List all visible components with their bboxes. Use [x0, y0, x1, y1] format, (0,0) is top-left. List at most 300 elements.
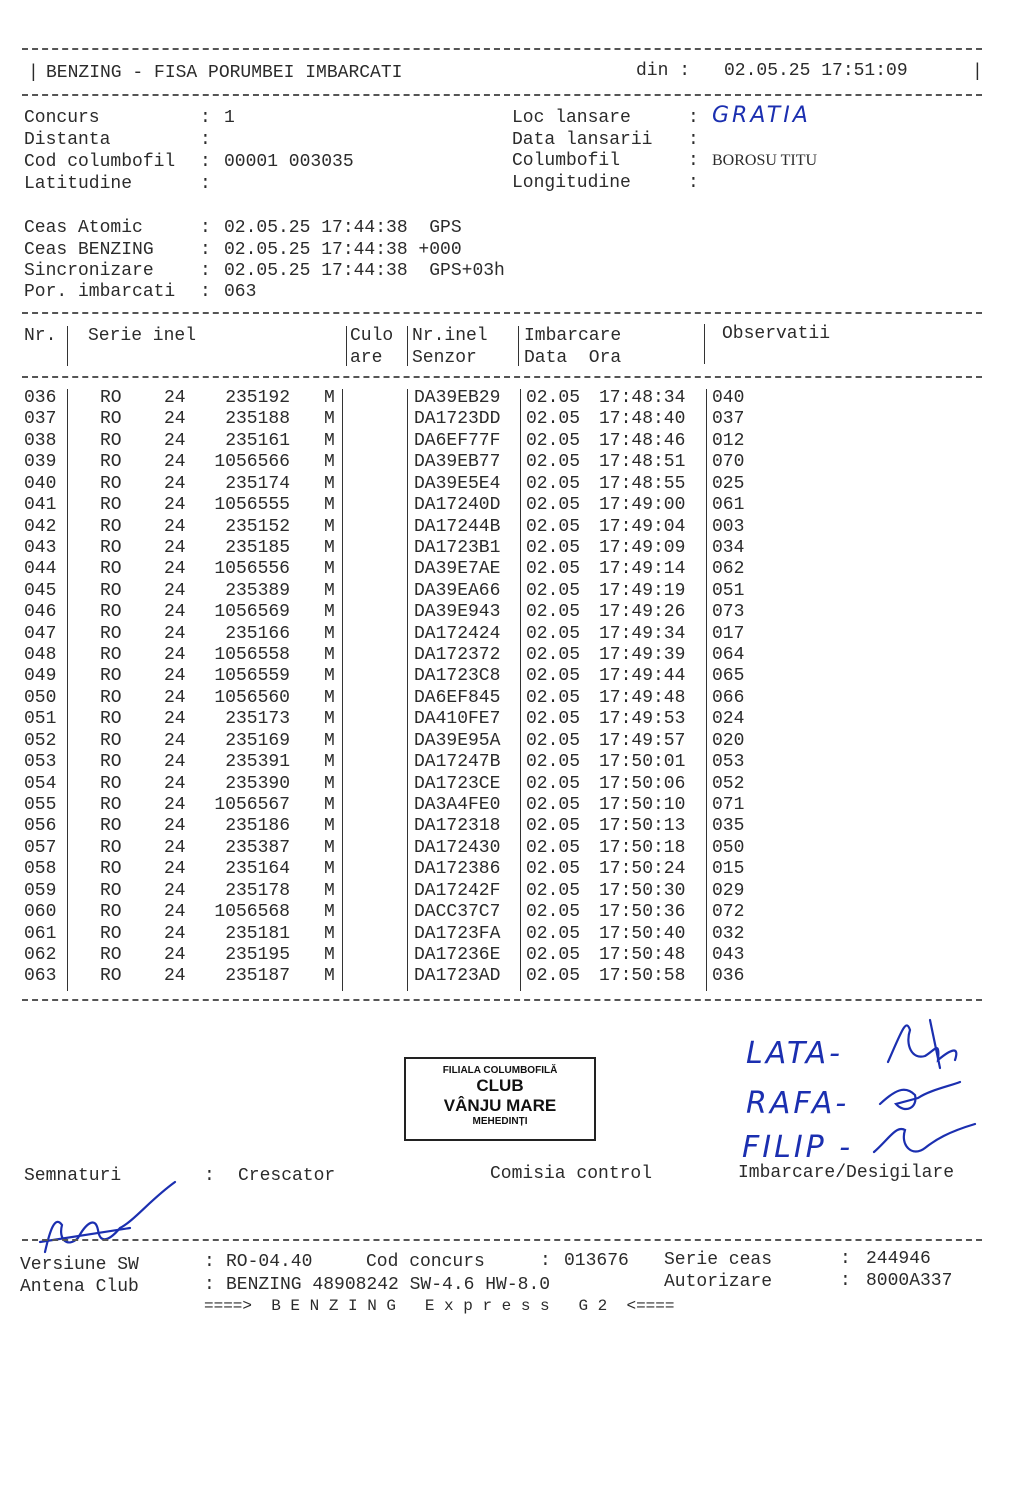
row-remarks: 064 — [712, 645, 745, 666]
row-ring-number: 235192 — [225, 388, 290, 408]
row-year: 24 — [164, 537, 186, 558]
row-sex: M — [324, 880, 335, 901]
row-date: 02.05 — [526, 623, 581, 644]
row-date: 02.05 — [526, 709, 581, 730]
row-year: 24 — [164, 880, 186, 901]
handwritten-name: FILIP - — [742, 1130, 854, 1165]
field-label: Latitudine — [24, 174, 133, 194]
field-value: 1 — [224, 108, 235, 128]
row-date: 02.05 — [526, 902, 581, 923]
row-date: 02.05 — [526, 944, 581, 965]
sync-label: Sincronizare — [24, 261, 154, 281]
row-country: RO — [100, 709, 122, 730]
row-nr: 061 — [24, 923, 57, 944]
row-ring-number: 235152 — [225, 516, 290, 537]
row-year: 24 — [164, 730, 186, 751]
row-time: 17:48:46 — [599, 430, 686, 451]
row-ring-number: 235161 — [225, 430, 290, 451]
row-date: 02.05 — [526, 880, 581, 901]
row-time: 17:49:19 — [599, 580, 686, 601]
row-year: 24 — [164, 859, 186, 880]
row-sex: M — [324, 516, 335, 537]
row-nr: 040 — [24, 473, 57, 494]
row-ring-number: 235195 — [225, 944, 290, 965]
row-ring-number: 1056568 — [214, 902, 290, 923]
row-year: 24 — [164, 645, 186, 666]
field-value: 00001 003035 — [224, 152, 354, 172]
row-time: 17:49:14 — [599, 559, 686, 580]
row-date: 02.05 — [526, 473, 581, 494]
row-nr: 045 — [24, 580, 57, 601]
row-time: 17:50:48 — [599, 944, 686, 965]
row-ring-number: 1056560 — [214, 687, 290, 708]
row-ring-number: 235387 — [225, 837, 290, 858]
col-header-boarding-2: Data Ora — [524, 348, 622, 368]
row-nr: 036 — [24, 388, 57, 408]
row-chip-id: DA1723C8 — [414, 666, 501, 687]
row-year: 24 — [164, 966, 186, 987]
row-nr: 047 — [24, 623, 57, 644]
field-colon: : — [840, 1271, 851, 1291]
col-header-color-2: are — [350, 348, 383, 368]
row-date: 02.05 — [526, 859, 581, 880]
row-ring-number: 235390 — [225, 773, 290, 794]
row-sex: M — [324, 452, 335, 473]
field-label: Loc lansare — [512, 108, 631, 128]
row-nr: 062 — [24, 944, 57, 965]
field-colon: : — [688, 151, 699, 171]
row-sex: M — [324, 709, 335, 730]
row-remarks: 061 — [712, 495, 745, 516]
benzing-banner: ====> B E N Z I N G E x p r e s s G 2 <==== — [204, 1297, 675, 1315]
row-date: 02.05 — [526, 559, 581, 580]
signature-breeder: Crescator — [238, 1166, 336, 1186]
row-date: 02.05 — [526, 794, 581, 815]
field-label: Distanta — [24, 130, 111, 150]
row-chip-id: DA172318 — [414, 816, 501, 837]
row-remarks: 036 — [712, 966, 745, 987]
row-chip-id: DA39E7AE — [414, 559, 501, 580]
row-chip-id: DA39EA66 — [414, 580, 501, 601]
row-remarks: 051 — [712, 580, 745, 601]
row-nr: 060 — [24, 902, 57, 923]
row-date: 02.05 — [526, 837, 581, 858]
row-time: 17:49:26 — [599, 602, 686, 623]
row-remarks: 012 — [712, 430, 745, 451]
field-label: Cod columbofil — [24, 152, 176, 172]
col-header-color: Culo — [350, 326, 394, 346]
row-nr: 052 — [24, 730, 57, 751]
field-colon: : — [200, 282, 211, 302]
row-country: RO — [100, 773, 122, 794]
row-year: 24 — [164, 473, 186, 494]
row-sex: M — [324, 687, 335, 708]
row-country: RO — [100, 388, 122, 408]
handwritten-name: LATA- — [746, 1036, 843, 1071]
row-sex: M — [324, 580, 335, 601]
row-sex: M — [324, 773, 335, 794]
clock-serial-value: 244946 — [866, 1249, 931, 1269]
stamp-line: CLUB — [476, 1076, 524, 1095]
row-time: 17:49:57 — [599, 730, 686, 751]
field-label: Columbofil — [512, 151, 621, 171]
row-country: RO — [100, 816, 122, 837]
row-sex: M — [324, 537, 335, 558]
signature-mark — [880, 1082, 960, 1109]
row-chip-id: DA172372 — [414, 645, 501, 666]
row-date: 02.05 — [526, 752, 581, 773]
row-nr: 053 — [24, 752, 57, 773]
row-sex: M — [324, 409, 335, 430]
row-time: 17:50:30 — [599, 880, 686, 901]
row-chip-id: DA39E5E4 — [414, 473, 501, 494]
row-ring-number: 235181 — [225, 923, 290, 944]
row-ring-number: 235174 — [225, 473, 290, 494]
row-nr: 054 — [24, 773, 57, 794]
col-header-remarks: Observatii — [722, 324, 831, 344]
row-country: RO — [100, 666, 122, 687]
row-remarks: 034 — [712, 537, 745, 558]
row-year: 24 — [164, 752, 186, 773]
row-ring-number: 235164 — [225, 859, 290, 880]
row-country: RO — [100, 516, 122, 537]
row-ring-number: 1056567 — [214, 794, 290, 815]
row-date: 02.05 — [526, 687, 581, 708]
fancier-name: BOROSU TITU — [712, 152, 818, 169]
row-sex: M — [324, 473, 335, 494]
row-time: 17:49:09 — [599, 537, 686, 558]
row-remarks: 062 — [712, 559, 745, 580]
row-sex: M — [324, 430, 335, 451]
row-sex: M — [324, 794, 335, 815]
benzing-clock-value: 02.05.25 17:44:38 +000 — [224, 240, 462, 260]
row-year: 24 — [164, 944, 186, 965]
row-sex: M — [324, 559, 335, 580]
row-remarks: 073 — [712, 602, 745, 623]
row-country: RO — [100, 902, 122, 923]
row-chip-id: DA410FE7 — [414, 709, 501, 730]
row-country: RO — [100, 880, 122, 901]
row-time: 17:48:40 — [599, 409, 686, 430]
field-label: Concurs — [24, 108, 100, 128]
field-colon: : — [204, 1275, 215, 1295]
row-year: 24 — [164, 516, 186, 537]
row-ring-number: 1056556 — [214, 559, 290, 580]
row-remarks: 072 — [712, 902, 745, 923]
row-year: 24 — [164, 409, 186, 430]
field-colon: : — [540, 1251, 551, 1271]
row-country: RO — [100, 409, 122, 430]
row-time: 17:50:06 — [599, 773, 686, 794]
row-ring-number: 1056569 — [214, 602, 290, 623]
signature-mark — [930, 1020, 940, 1068]
row-nr: 046 — [24, 602, 57, 623]
row-nr: 044 — [24, 559, 57, 580]
stamp-line: FILIALA COLUMBOFILĂ — [442, 1065, 558, 1076]
row-nr: 050 — [24, 687, 57, 708]
signatures-label: Semnaturi — [24, 1166, 122, 1186]
row-remarks: 015 — [712, 859, 745, 880]
row-year: 24 — [164, 794, 186, 815]
row-sex: M — [324, 944, 335, 965]
row-year: 24 — [164, 430, 186, 451]
row-sex: M — [324, 623, 335, 644]
row-time: 17:49:48 — [599, 687, 686, 708]
row-chip-id: DA17244B — [414, 516, 501, 537]
row-year: 24 — [164, 666, 186, 687]
row-country: RO — [100, 687, 122, 708]
row-date: 02.05 — [526, 537, 581, 558]
row-remarks: 029 — [712, 880, 745, 901]
row-ring-number: 235188 — [225, 409, 290, 430]
row-country: RO — [100, 859, 122, 880]
race-code-value: 013676 — [564, 1251, 629, 1271]
row-remarks: 003 — [712, 516, 745, 537]
row-date: 02.05 — [526, 645, 581, 666]
boarded-count-label: Por. imbarcati — [24, 282, 176, 302]
atomic-clock-value: 02.05.25 17:44:38 GPS — [224, 218, 462, 238]
row-year: 24 — [164, 837, 186, 858]
row-time: 17:49:53 — [599, 709, 686, 730]
row-country: RO — [100, 430, 122, 451]
row-ring-number: 1056566 — [214, 452, 290, 473]
row-ring-number: 235187 — [225, 966, 290, 987]
field-colon: : — [204, 1252, 215, 1272]
row-year: 24 — [164, 452, 186, 473]
row-chip-id: DA1723B1 — [414, 537, 501, 558]
row-year: 24 — [164, 773, 186, 794]
col-header-ring: Serie inel — [88, 326, 197, 346]
row-nr: 055 — [24, 794, 57, 815]
row-year: 24 — [164, 623, 186, 644]
row-time: 17:48:34 — [599, 388, 686, 408]
stamp-line: VÂNJU MARE — [443, 1096, 557, 1115]
row-date: 02.05 — [526, 580, 581, 601]
row-date: 02.05 — [526, 730, 581, 751]
row-chip-id: DA172430 — [414, 837, 501, 858]
field-colon: : — [204, 1166, 215, 1186]
row-time: 17:49:04 — [599, 516, 686, 537]
row-country: RO — [100, 452, 122, 473]
row-country: RO — [100, 730, 122, 751]
row-year: 24 — [164, 923, 186, 944]
row-year: 24 — [164, 495, 186, 516]
sw-version-value: RO-04.40 — [226, 1252, 313, 1272]
row-year: 24 — [164, 902, 186, 923]
row-country: RO — [100, 752, 122, 773]
row-chip-id: DA1723DD — [414, 409, 501, 430]
row-country: RO — [100, 559, 122, 580]
row-year: 24 — [164, 559, 186, 580]
row-sex: M — [324, 752, 335, 773]
row-chip-id: DA17236E — [414, 944, 501, 965]
row-remarks: 052 — [712, 773, 745, 794]
field-label: Longitudine — [512, 173, 631, 193]
row-chip-id: DA39E943 — [414, 602, 501, 623]
antenna-value: BENZING 48908242 SW-4.6 HW-8.0 — [226, 1275, 551, 1295]
field-colon: : — [200, 174, 211, 194]
footer-rule — [22, 1239, 982, 1241]
row-time: 17:50:58 — [599, 966, 686, 987]
clock-serial-label: Serie ceas — [664, 1250, 773, 1270]
row-country: RO — [100, 837, 122, 858]
title-left-bar: | — [28, 63, 39, 83]
row-nr: 063 — [24, 966, 57, 987]
row-remarks: 032 — [712, 923, 745, 944]
field-colon: : — [200, 218, 211, 238]
row-ring-number: 235185 — [225, 537, 290, 558]
row-time: 17:50:36 — [599, 902, 686, 923]
row-remarks: 017 — [712, 623, 745, 644]
printed-label: din : — [636, 61, 691, 81]
row-date: 02.05 — [526, 966, 581, 987]
row-sex: M — [324, 837, 335, 858]
row-date: 02.05 — [526, 409, 581, 430]
field-colon: : — [688, 173, 699, 193]
row-date: 02.05 — [526, 816, 581, 837]
antenna-label: Antena Club — [20, 1277, 139, 1297]
row-year: 24 — [164, 580, 186, 601]
launch-place-handwritten: GRATIA — [712, 103, 811, 128]
row-time: 17:49:39 — [599, 645, 686, 666]
sw-version-label: Versiune SW — [20, 1255, 139, 1275]
row-ring-number: 235391 — [225, 752, 290, 773]
row-remarks: 053 — [712, 752, 745, 773]
row-year: 24 — [164, 602, 186, 623]
signature-mark — [874, 1124, 975, 1152]
row-date: 02.05 — [526, 495, 581, 516]
row-sex: M — [324, 645, 335, 666]
field-label: Data lansarii — [512, 130, 653, 150]
row-remarks: 024 — [712, 709, 745, 730]
row-country: RO — [100, 602, 122, 623]
row-time: 17:50:40 — [599, 923, 686, 944]
row-chip-id: DA6EF77F — [414, 430, 501, 451]
field-colon: : — [200, 240, 211, 260]
row-chip-id: DA17240D — [414, 495, 501, 516]
row-remarks: 035 — [712, 816, 745, 837]
row-chip-id: DA17242F — [414, 880, 501, 901]
row-date: 02.05 — [526, 773, 581, 794]
row-time: 17:50:24 — [599, 859, 686, 880]
signature-mark — [45, 1182, 175, 1252]
row-nr: 048 — [24, 645, 57, 666]
field-colon: : — [200, 261, 211, 281]
row-country: RO — [100, 944, 122, 965]
row-sex: M — [324, 388, 335, 408]
row-sex: M — [324, 859, 335, 880]
row-chip-id: DACC37C7 — [414, 902, 501, 923]
signature-commission: Comisia control — [490, 1164, 653, 1184]
row-sex: M — [324, 495, 335, 516]
handwritten-name: RAFA- — [746, 1086, 850, 1121]
stamp-line: MEHEDINȚI — [472, 1116, 528, 1127]
col-header-chip: Nr.inel — [412, 326, 488, 346]
row-ring-number: 1056558 — [214, 645, 290, 666]
row-time: 17:48:51 — [599, 452, 686, 473]
row-remarks: 065 — [712, 666, 745, 687]
row-chip-id: DA6EF845 — [414, 687, 501, 708]
row-chip-id: DA172386 — [414, 859, 501, 880]
row-ring-number: 235178 — [225, 880, 290, 901]
col-header-nr: Nr. — [24, 326, 57, 346]
row-chip-id: DA3A4FE0 — [414, 794, 501, 815]
row-nr: 043 — [24, 537, 57, 558]
row-sex: M — [324, 902, 335, 923]
row-ring-number: 1056555 — [214, 495, 290, 516]
field-colon: : — [688, 108, 699, 128]
row-sex: M — [324, 666, 335, 687]
row-date: 02.05 — [526, 666, 581, 687]
row-time: 17:49:34 — [599, 623, 686, 644]
race-code-label: Cod concurs — [366, 1252, 485, 1272]
row-date: 02.05 — [526, 923, 581, 944]
row-time: 17:49:00 — [599, 495, 686, 516]
row-ring-number: 235169 — [225, 730, 290, 751]
title-right-bar: | — [972, 62, 983, 82]
row-chip-id: DA39E95A — [414, 730, 501, 751]
row-country: RO — [100, 794, 122, 815]
boarded-count: 063 — [224, 282, 257, 302]
row-time: 17:48:55 — [599, 473, 686, 494]
row-sex: M — [324, 966, 335, 987]
row-country: RO — [100, 645, 122, 666]
authorization-value: 8000A337 — [866, 1271, 953, 1291]
row-remarks: 025 — [712, 473, 745, 494]
row-country: RO — [100, 537, 122, 558]
row-ring-number: 235166 — [225, 623, 290, 644]
row-time: 17:50:18 — [599, 837, 686, 858]
row-nr: 059 — [24, 880, 57, 901]
row-remarks: 037 — [712, 409, 745, 430]
row-date: 02.05 — [526, 452, 581, 473]
sync-value: 02.05.25 17:44:38 GPS+03h — [224, 261, 505, 281]
row-chip-id: DA17247B — [414, 752, 501, 773]
row-time: 17:50:10 — [599, 794, 686, 815]
atomic-clock-label: Ceas Atomic — [24, 218, 143, 238]
row-country: RO — [100, 923, 122, 944]
row-nr: 041 — [24, 495, 57, 516]
row-nr: 038 — [24, 430, 57, 451]
row-remarks: 066 — [712, 687, 745, 708]
row-country: RO — [100, 580, 122, 601]
row-remarks: 043 — [712, 944, 745, 965]
row-year: 24 — [164, 816, 186, 837]
signature-mark — [888, 1025, 956, 1062]
field-colon: : — [200, 152, 211, 172]
row-chip-id: DA1723FA — [414, 923, 501, 944]
row-sex: M — [324, 816, 335, 837]
row-time: 17:50:01 — [599, 752, 686, 773]
row-remarks: 071 — [712, 794, 745, 815]
row-remarks: 070 — [712, 452, 745, 473]
row-sex: M — [324, 730, 335, 751]
field-colon: : — [200, 108, 211, 128]
row-ring-number: 235186 — [225, 816, 290, 837]
row-ring-number: 1056559 — [214, 666, 290, 687]
benzing-clock-label: Ceas BENZING — [24, 240, 154, 260]
row-nr: 049 — [24, 666, 57, 687]
row-nr: 058 — [24, 859, 57, 880]
row-country: RO — [100, 495, 122, 516]
row-date: 02.05 — [526, 516, 581, 537]
field-colon: : — [200, 130, 211, 150]
row-chip-id: DA172424 — [414, 623, 501, 644]
signature-boarding: Imbarcare/Desigilare — [738, 1163, 955, 1183]
field-colon: : — [688, 130, 699, 150]
row-chip-id: DA1723CE — [414, 773, 501, 794]
row-year: 24 — [164, 687, 186, 708]
